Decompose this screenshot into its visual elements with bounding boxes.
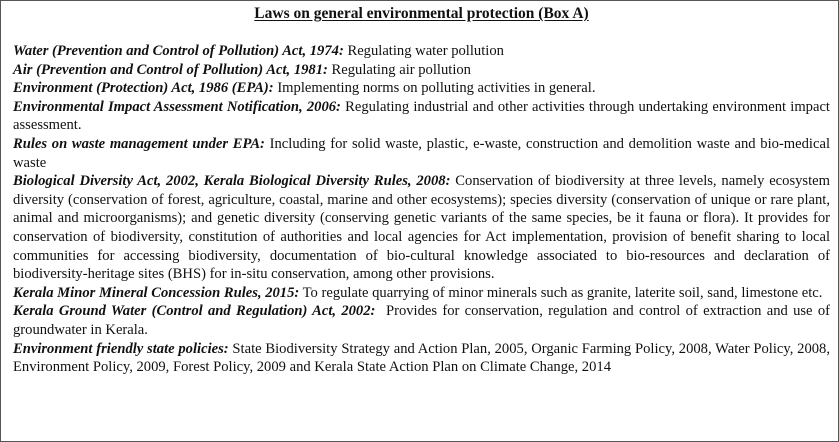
law-entry-water-act bbox=[13, 42, 830, 61]
law-entry-eia-notification bbox=[13, 98, 830, 135]
law-description: Regulating water pollution bbox=[347, 43, 504, 59]
law-entry-environment-protection-act bbox=[13, 79, 830, 98]
law-name: Air (Prevention and Control of Pollution) Act, 1981: bbox=[13, 61, 328, 78]
law-description: To regulate quarrying of minor minerals such as granite, laterite soil, sand, limestone etc. bbox=[302, 284, 823, 301]
box-title bbox=[13, 5, 830, 23]
law-description: Provides for conservation, regulation and control of extraction and use of groundwater in Kerala. bbox=[13, 303, 830, 338]
law-name: Biological Diversity Act, 2002, Kerala Biological Diversity Rules, 2008: bbox=[13, 173, 451, 190]
law-list bbox=[13, 42, 830, 377]
law-entry-biological-diversity-act bbox=[13, 172, 830, 284]
law-entry-ground-water-act bbox=[13, 302, 830, 339]
law-name: Environment friendly state policies: bbox=[13, 340, 229, 357]
law-entry-air-act bbox=[13, 61, 830, 80]
law-description: Regulating industrial and other activities through undertaking environment impact assessment. bbox=[13, 98, 830, 134]
law-description: Implementing norms on polluting activities in general. bbox=[277, 80, 596, 97]
law-description: State Biodiversity Strategy and Action Plan, 2005, Organic Farming Policy, 2008, Water Policy, 2008, Environment Policy, 2009, Forest Policy, 2009 and Kerala State Action Plan on Climate Change, 2014 bbox=[13, 340, 830, 376]
law-name: Environment (Protection) Act, 1986 (EPA): bbox=[13, 80, 274, 97]
law-name: Environmental Impact Assessment Notification, 2006: bbox=[13, 98, 341, 115]
law-name: Water (Prevention and Control of Pollution) Act, 1974: bbox=[13, 43, 344, 59]
law-name: Rules on waste management under EPA: bbox=[13, 135, 265, 152]
law-name: Kerala Ground Water (Control and Regulation) Act, 2002: bbox=[13, 303, 376, 320]
law-description: Including for solid waste, plastic, e-waste, construction and demolition waste and bio-medical waste bbox=[13, 135, 830, 171]
law-entry-state-policies bbox=[13, 340, 830, 377]
box-title-text: Laws on general environmental protection (Box A) bbox=[254, 5, 589, 22]
law-name: Kerala Minor Mineral Concession Rules, 2015: bbox=[13, 284, 300, 301]
law-entry-waste-management-rules bbox=[13, 135, 830, 172]
law-entry-minor-mineral-rules bbox=[13, 284, 830, 303]
law-description: Conservation of biodiversity at three levels, namely ecosystem diversity (conservation of forest, agriculture, coastal, marine and other ecosystems); species diversity (conservation of unique or rare plant, animal and microorganisms); and genetic diversity (conserving genetic variants of the same species, be it fauna or flora). It provides for conservation of biodiversity, constitution of authorities and local agencies for Act implementation, provision of benefit sharing to local communities for accessing biodiversity, documentation of bio-cultural knowledge associated to bio-resources and declaration of biodiversity-heritage sites (BHS) for in-situ conservation, among other provisions. bbox=[13, 173, 830, 283]
law-description: Regulating air pollution bbox=[331, 61, 471, 78]
